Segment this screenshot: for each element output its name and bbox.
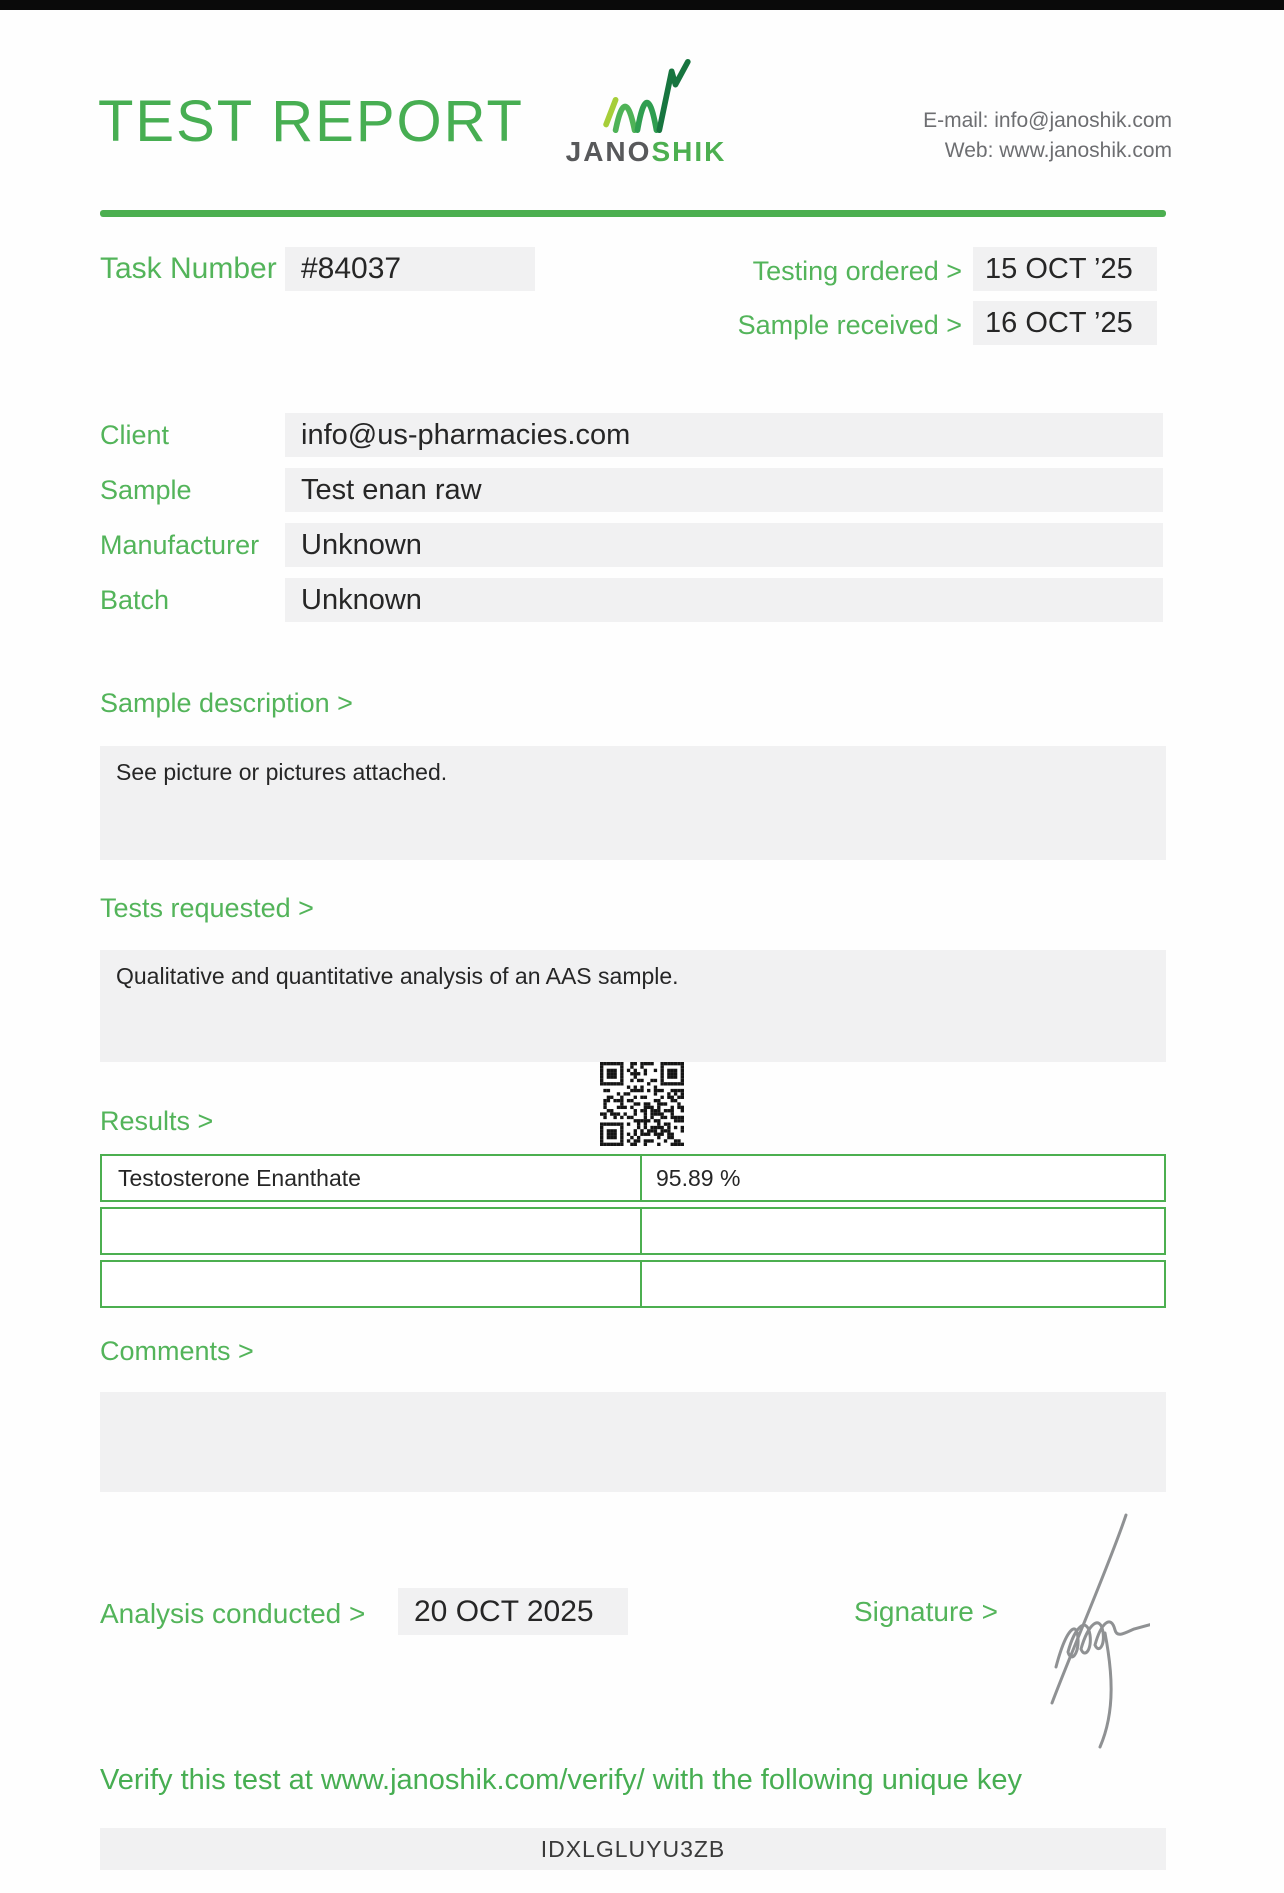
logo-text-jano: JANO [565, 136, 652, 167]
sample-received-value: 16 OCT ’25 [973, 301, 1157, 345]
result-substance-cell [102, 1209, 642, 1253]
verify-key: IDXLGLUYU3ZB [100, 1828, 1166, 1870]
sample-description-panel [100, 746, 1166, 860]
results-heading: Results > [100, 1106, 214, 1136]
batch-value: Unknown [285, 578, 1163, 622]
table-row [100, 1207, 1166, 1255]
table-row [100, 1260, 1166, 1308]
result-substance-cell [102, 1262, 642, 1306]
verify-instruction: Verify this test at www.janoshik.com/verify/ with the following unique key [100, 1764, 1022, 1796]
testing-ordered-label: Testing ordered > [752, 256, 962, 286]
client-value: info@us-pharmacies.com [285, 413, 1163, 457]
client-label: Client [100, 419, 170, 450]
contact-web: Web: www.janoshik.com [944, 139, 1172, 163]
testing-ordered-value: 15 OCT ’25 [973, 247, 1157, 291]
analysis-conducted-label: Analysis conducted > [100, 1598, 366, 1629]
result-value-cell: 95.89 % [656, 1164, 741, 1191]
contact-email: E-mail: info@janoshik.com [923, 109, 1172, 132]
manufacturer-value: Unknown [285, 523, 1163, 567]
sample-description-heading: Sample description > [100, 688, 353, 718]
comments-panel [100, 1392, 1166, 1492]
page-title: TEST REPORT [98, 89, 524, 154]
result-substance-cell: Testosterone Enanthate [102, 1156, 642, 1200]
analysis-conducted-value: 20 OCT 2025 [398, 1588, 628, 1635]
manufacturer-label: Manufacturer [100, 529, 260, 560]
signature-label: Signature > [854, 1596, 998, 1627]
table-row [100, 1154, 1166, 1202]
sample-value: Test enan raw [285, 468, 1163, 512]
sample-received-label: Sample received > [737, 310, 962, 340]
growth-chart-icon [598, 58, 694, 134]
verification-qr-code-icon [600, 1062, 684, 1146]
result-value-cell [642, 1262, 1164, 1306]
task-number-label: Task Number [100, 252, 277, 285]
tests-requested-heading: Tests requested > [100, 893, 314, 923]
task-number-value: #84037 [285, 247, 535, 291]
top-scan-bar [0, 0, 1284, 10]
tests-requested-text: Qualitative and quantitative analysis of an AAS sample. [116, 963, 679, 989]
batch-label: Batch [100, 584, 170, 615]
result-value-cell [642, 1209, 1164, 1253]
results-table [100, 1154, 1166, 1313]
contact-block [923, 106, 1172, 167]
sample-label: Sample [100, 474, 192, 505]
tests-requested-panel [100, 950, 1166, 1062]
logo-wordmark [556, 136, 736, 168]
header-divider [100, 210, 1166, 217]
logo-text-shik: SHIK [651, 136, 727, 167]
handwritten-signature [1030, 1505, 1150, 1755]
sample-description-text: See picture or pictures attached. [116, 759, 448, 785]
janoshik-logo [556, 58, 736, 168]
comments-heading: Comments > [100, 1336, 254, 1366]
